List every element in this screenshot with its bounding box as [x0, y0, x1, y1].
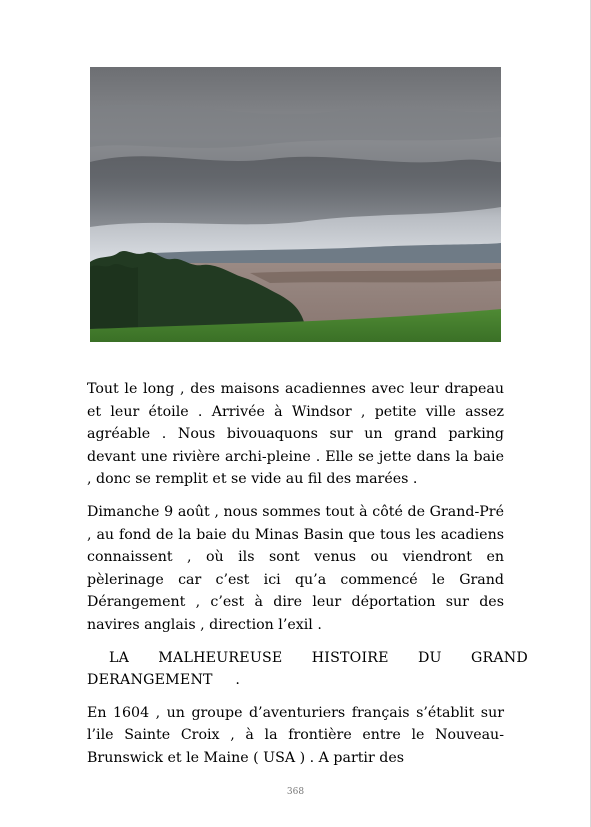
section-heading: LA MALHEUREUSE HISTOIRE DU GRAND DERANGEMENT . [87, 649, 528, 689]
page-number: 368 [286, 787, 305, 797]
paragraph-windsor: Tout le long , des maisons acadiennes avec leur drapeau et leur étoile . Arrivée à Windsor , petite ville assez agréable . Nous bivouaquons sur un grand parking devant une rivière archi-pleine . Elle se jette dans la baie , donc se remplit et se vide au fil des marées . [87, 381, 504, 488]
paragraph-grand-pre: Dimanche 9 août , nous sommes tout à côté de Grand-Pré , au fond de la baie du Minas Basin que tous les acadiens connaissent , où ils sont venus ou viendront en pèlerinage car c’est ici qu’a commencé le Grand Dérangement , c’est à dire leur déportation sur des navires anglais , direction l’exil . [87, 503, 504, 633]
body-text [87, 378, 528, 780]
paragraph-1604: En 1604 , un groupe d’aventuriers français s’établit sur l’ile Sainte Croix , à la frontière entre le Nouveau-Brunswick et le Maine ( USA ) . A partir des [87, 704, 504, 766]
photo-canvas [90, 67, 501, 342]
landscape-photo [90, 67, 501, 342]
tree-shadow [90, 264, 138, 329]
